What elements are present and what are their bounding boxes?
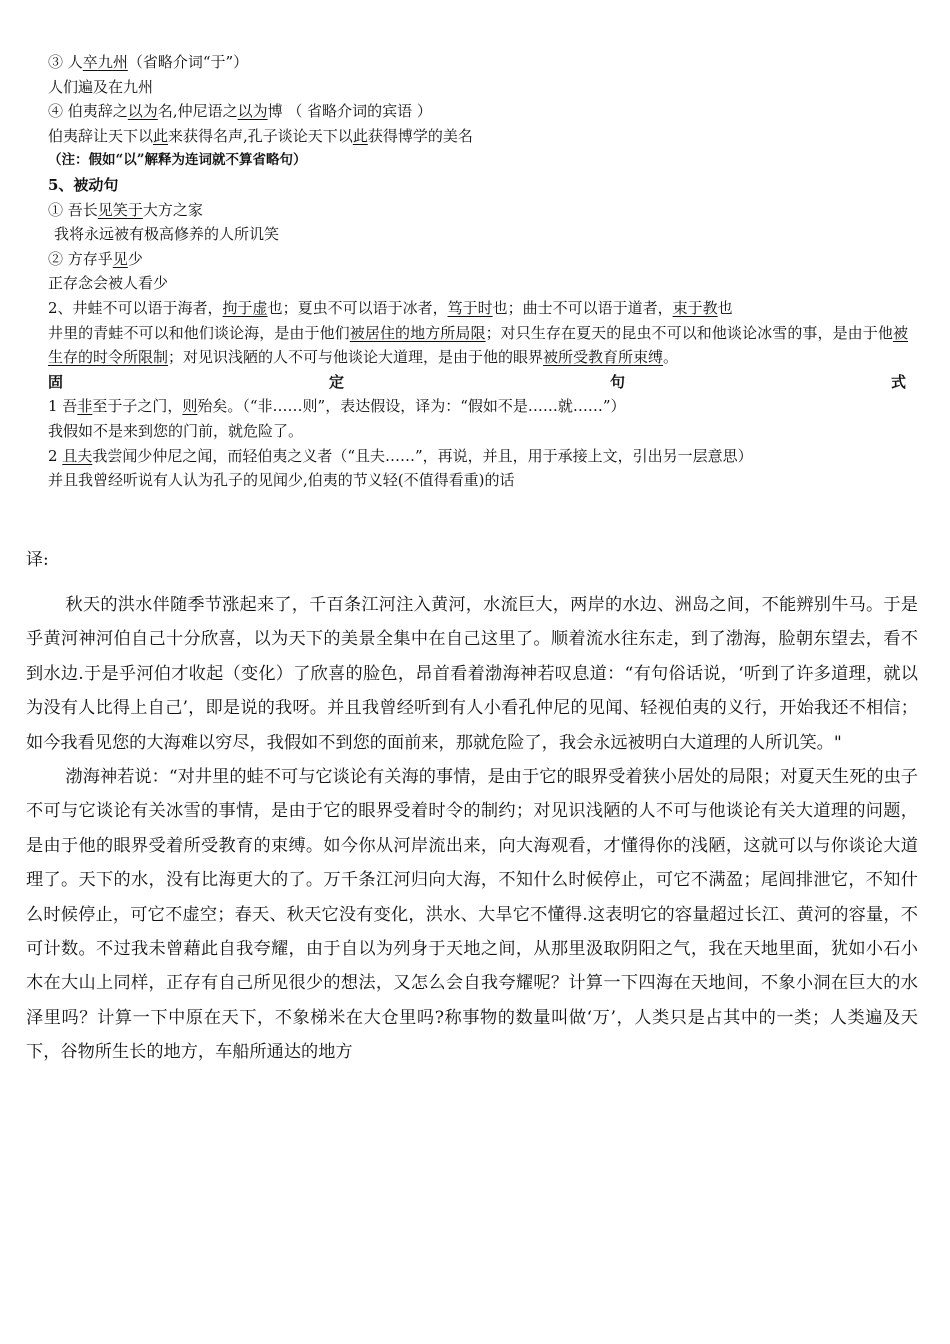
section-title: 5、被动句 — [48, 175, 119, 194]
example-translation: 我将永远被有极高修养的人所讥笑 — [54, 225, 280, 244]
translation-body — [26, 588, 918, 1070]
heading-char: 式 — [890, 372, 906, 391]
example-translation: 并且我曾经听说有人认为孔子的见闻少,伯夷的节义轻(不值得看重)的话 — [48, 471, 515, 490]
note-text: （注：假如“以”解释为连词就不算省略句） — [48, 152, 307, 169]
notes-section — [48, 50, 908, 493]
translation-label: 译: — [26, 550, 49, 570]
example-line: 2 且夫我尝闻少仲尼之闻，而轻伯夷之义者（“且夫……”，再说，并且，用于承接上文，引出另一层意思） — [48, 446, 753, 465]
example-translation: 人们遍及在九州 — [48, 77, 154, 96]
example-translation: 伯夷辞让天下以此来获得名声,孔子谈论天下以此获得博学的美名 — [48, 126, 473, 145]
example-translation: 正存念会被人看少 — [48, 274, 169, 293]
example-translation: 井里的青蛙不可以和他们谈论海，是由于他们被居住的地方所局限；对只生存在夏天的昆虫不可以和他谈论冰雪的事，是由于他被生存的时令所限制；对见识浅陋的人不可与他谈论大道理，是由于他的眼界被所受教育所束缚。 — [48, 323, 908, 367]
heading-char: 句 — [609, 372, 625, 391]
example-line: ④ 伯夷辞之以为名,仲尼语之以为博 （ 省略介词的宾语 ） — [48, 102, 432, 121]
example-line: 1 吾非至于子之门，则殆矣。（“非……则”，表达假设，译为：“假如不是……就……”） — [48, 397, 626, 416]
fixed-pattern-heading — [48, 370, 906, 395]
example-line: ① 吾长见笑于大方之家 — [48, 200, 203, 219]
heading-char: 定 — [328, 372, 344, 391]
translation-paragraph: 秋天的洪水伴随季节涨起来了，千百条江河注入黄河，水流巨大，两岸的水边、洲岛之间，不能辨别牛马。于是乎黄河神河伯自己十分欣喜，以为天下的美景全集中在自己这里了。顺着流水往东走，到了渤海，脸朝东望去，看不到水边.于是乎河伯才收起（变化）了欣喜的脸色，昂首看着渤海神若叹息道：“有句俗话说，‘听到了许多道理，就以为没有人比得上自己’，即是说的我呀。并且我曾经听到有人小看孔仲尼的见闻、轻视伯夷的义行，开始我还不相信；如今我看见您的大海难以穷尽，我假如不到您的面前来，那就危险了，我会永远被明白大道理的人所讥笑。" — [26, 595, 918, 753]
translation-paragraph: 渤海神若说：“对井里的蛙不可与它谈论有关海的事情，是由于它的眼界受着狭小居处的局限；对夏天生死的虫子不可与它谈论有关冰雪的事情，是由于它的眼界受着时令的制约；对见识浅陋的人不可与他谈论有关大道理的问题，是由于他的眼界受着所受教育的束缚。如今你从河岸流出来，向大海观看，才懂得你的浅陋，这就可以与你谈论大道理了。天下的水，没有比海更大的了。万千条江河归向大海，不知什么时候停止，可它不满盈；尾闾排泄它，不知什么时候停止，可它不虚空；春天、秋天它没有变化，洪水、大旱它不懂得.这表明它的容量超过长江、黄河的容量，不可计数。不过我未曾藉此自我夸耀，由于自以为列身于天地之间，从那里汲取阴阳之气，我在天地里面，犹如小石小木在大山上同样，正存有自己所见很少的想法，又怎么会自我夸耀呢？计算一下四海在天地间，不象小洞在巨大的水泽里吗？计算一下中原在天下，不象梯米在大仓里吗?称事物的数量叫做‘万’，人类只是占其中的一类；人类遍及天下，谷物所生长的地方，车船所通达的地方 — [26, 767, 918, 1063]
heading-char: 固 — [48, 372, 64, 391]
example-line: ② 方存乎见少 — [48, 249, 143, 268]
example-line: 2、井蛙不可以语于海者，拘于虚也；夏虫不可以语于冰者，笃于时也；曲士不可以语于道者，束于教也 — [48, 298, 733, 317]
example-translation: 我假如不是来到您的门前，就危险了。 — [48, 421, 304, 440]
example-line: ③ 人卒九州（省略介词“于”） — [48, 53, 249, 71]
